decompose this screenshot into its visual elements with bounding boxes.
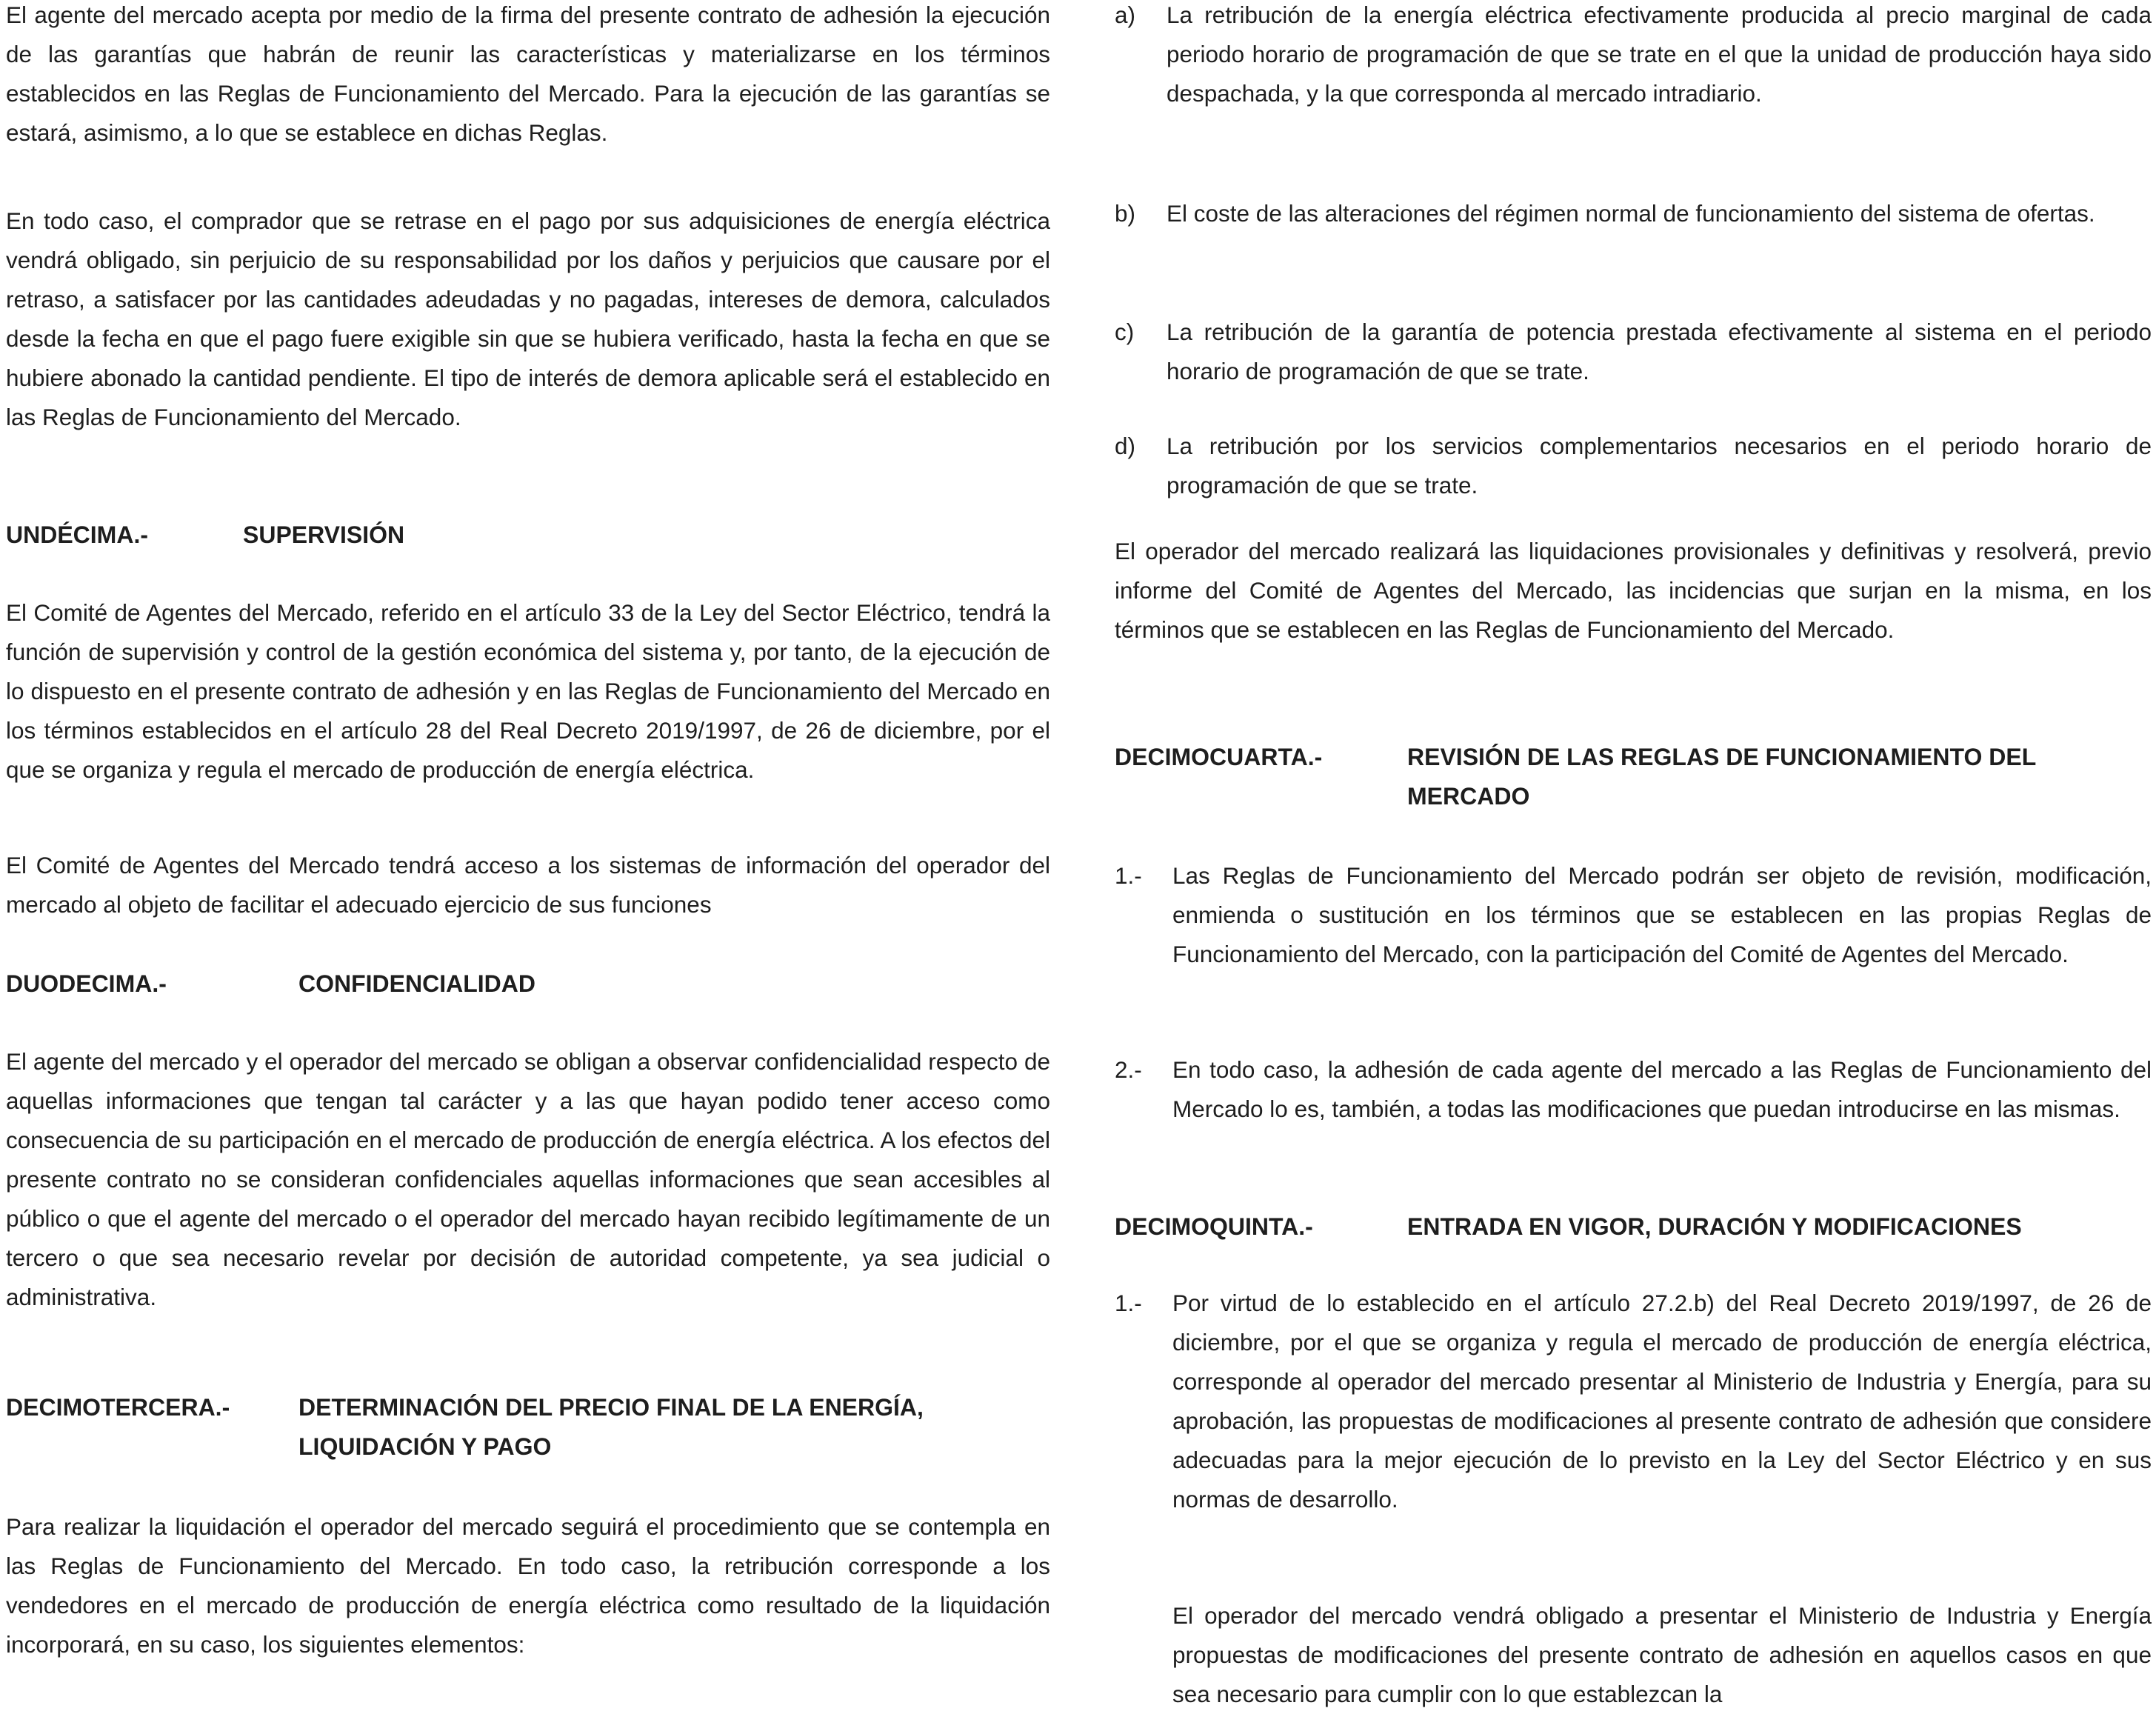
heading-duodecima [6, 964, 1050, 1004]
paragraph-supervision: El Comité de Agentes del Mercado, referido en el artículo 33 de la Ley del Sector Eléctrico, tendrá la función de supervisión y control de la gestión económica del sistema y, por tanto, de la ejecución de lo dispuesto en el presente contrato de adhesión y en las Reglas de Funcionamiento del Mercado en los términos establecidos en el artículo 28 del Real Decreto 2019/1997, de 26 de diciembre, por el que se organiza y regula el mercado de producción de energía eléctrica. [6, 599, 1050, 783]
heading-number: UNDÉCIMA.- [6, 521, 148, 548]
list-marker: 2.- [1115, 1056, 1142, 1083]
heading-undecima [6, 516, 1050, 555]
heading-decimocuarta [1115, 738, 2152, 816]
heading-number: DECIMOTERCERA.- [6, 1394, 230, 1421]
list-marker: 1.- [1115, 1290, 1142, 1316]
heading-number: DECIMOQUINTA.- [1115, 1213, 1313, 1240]
list-text: La retribución por los servicios complementarios necesarios en el periodo horario de programación de que se trate. [1167, 433, 2152, 498]
list-text: El coste de las alteraciones del régimen normal de funcionamiento del sistema de ofertas. [1167, 200, 2095, 227]
paragraph-confidencialidad: El agente del mercado y el operador del mercado se obligan a observar confidencialidad respecto de aquellas informaciones que tengan tal carácter y a las que hayan podido tener acceso como consecuencia de su participación en el mercado de producción de energía eléctrica. A los efectos del presente contrato no se consideran confidenciales aquellas informaciones que sean accesibles al público o que el agente del mercado o el operador del mercado hayan recibido legítimamente de un tercero o que sea necesario revelar por decisión de autoridad competente, ya sea judicial o administrativa. [6, 1048, 1050, 1310]
list-text: Las Reglas de Funcionamiento del Mercado podrán ser objeto de revisión, modificación, enmienda o sustitución en los términos que se establecen en las propias Reglas de Funcionamiento del Mercado, con la participación del Comité de Agentes del Mercado. [1172, 862, 2152, 967]
list-text: Por virtud de lo establecido en el artículo 27.2.b) del Real Decreto 2019/1997, de 26 de diciembre, por el que se organiza y regula el mercado de producción de energía eléctrica, corresponde al operador del mercado presentar al Ministerio de Industria y Energía, para su aprobación, las propuestas de modificaciones al presente contrato de adhesión que considere adecuadas para la mejor ejecución de lo previsto en la Ley del Sector Eléctrico y en sus normas de desarrollo. [1172, 1290, 2152, 1513]
paragraph-acceso-informacion: El Comité de Agentes del Mercado tendrá acceso a los sistemas de información del operador del mercado al objeto de facilitar el adecuado ejercicio de sus funciones [6, 852, 1050, 918]
list-item-b [1115, 194, 2152, 233]
revision-item-2 [1115, 1050, 2152, 1129]
heading-decimotercera [6, 1388, 1050, 1467]
paragraph-liquidaciones-operador: El operador del mercado realizará las liquidaciones provisionales y definitivas y resolverá, previo informe del Comité de Agentes del Mercado, las incidencias que surjan en la misma, en los términos que se establecen en las Reglas de Funcionamiento del Mercado. [1115, 538, 2152, 643]
heading-title: DETERMINACIÓN DEL PRECIO FINAL DE LA ENERGÍA, LIQUIDACIÓN Y PAGO [298, 1394, 924, 1460]
heading-number: DECIMOCUARTA.- [1115, 744, 1323, 770]
list-text: La retribución de la energía eléctrica efectivamente producida al precio marginal de cada periodo horario de programación de que se trate en el que la unidad de producción haya sido despachada, y la que corresponda al mercado intradiario. [1167, 1, 2152, 107]
heading-decimoquinta [1115, 1207, 2152, 1247]
list-text: En todo caso, la adhesión de cada agente del mercado a las Reglas de Funcionamiento del Mercado lo es, también, a todas las modificaciones que puedan introducirse en las mismas. [1172, 1056, 2152, 1122]
revision-item-1 [1115, 856, 2152, 974]
list-item-d [1115, 427, 2152, 505]
list-marker: c) [1115, 319, 1135, 345]
heading-number: DUODECIMA.- [6, 970, 167, 997]
list-item-c [1115, 313, 2152, 391]
heading-title: ENTRADA EN VIGOR, DURACIÓN Y MODIFICACIONES [1407, 1213, 2022, 1240]
list-marker: 1.- [1115, 862, 1142, 889]
vigor-item-1 [1115, 1284, 2152, 1519]
paragraph-interes-demora: En todo caso, el comprador que se retrase en el pago por sus adquisiciones de energía eléctrica vendrá obligado, sin perjuicio de su responsabilidad por los daños y perjuicios que causare por el retraso, a satisfacer por las cantidades adeudadas y no pagadas, intereses de demora, calculados desde la fecha en que el pago fuere exigible sin que se hubiera verificado, hasta la fecha en que se hubiere abonado la cantidad pendiente. El tipo de interés de demora aplicable será el establecido en las Reglas de Funcionamiento del Mercado. [6, 207, 1050, 430]
paragraph-liquidacion: Para realizar la liquidación el operador del mercado seguirá el procedimiento que se contempla en las Reglas de Funcionamiento del Mercado. En todo caso, la retribución corresponde a los vendedores en el mercado de producción de energía eléctrica como resultado de la liquidación incorporará, en su caso, los siguientes elementos: [6, 1513, 1050, 1658]
list-text: La retribución de la garantía de potencia prestada efectivamente al sistema en el periodo horario de programación de que se trate. [1167, 319, 2152, 384]
heading-title: SUPERVISIÓN [243, 521, 405, 548]
heading-title: CONFIDENCIALIDAD [298, 970, 535, 997]
list-marker: a) [1115, 1, 1136, 28]
list-item-a [1115, 0, 2152, 113]
list-marker: b) [1115, 200, 1136, 227]
heading-title: REVISIÓN DE LAS REGLAS DE FUNCIONAMIENTO DEL MERCADO [1407, 744, 2036, 810]
list-marker: d) [1115, 433, 1136, 459]
paragraph-garantias: El agente del mercado acepta por medio de la firma del presente contrato de adhesión la ejecución de las garantías que habrán de reunir las características y materializarse en los términos establecidos en las Reglas de Funcionamiento del Mercado. Para la ejecución de las garantías se estará, asimismo, a lo que se establece en dichas Reglas. [6, 1, 1050, 146]
paragraph-propuestas-modificaciones: El operador del mercado vendrá obligado a presentar el Ministerio de Industria y Energía propuestas de modificaciones del presente contrato de adhesión en aquellos casos en que sea necesario para cumplir con lo que establezcan la [1172, 1602, 2152, 1707]
